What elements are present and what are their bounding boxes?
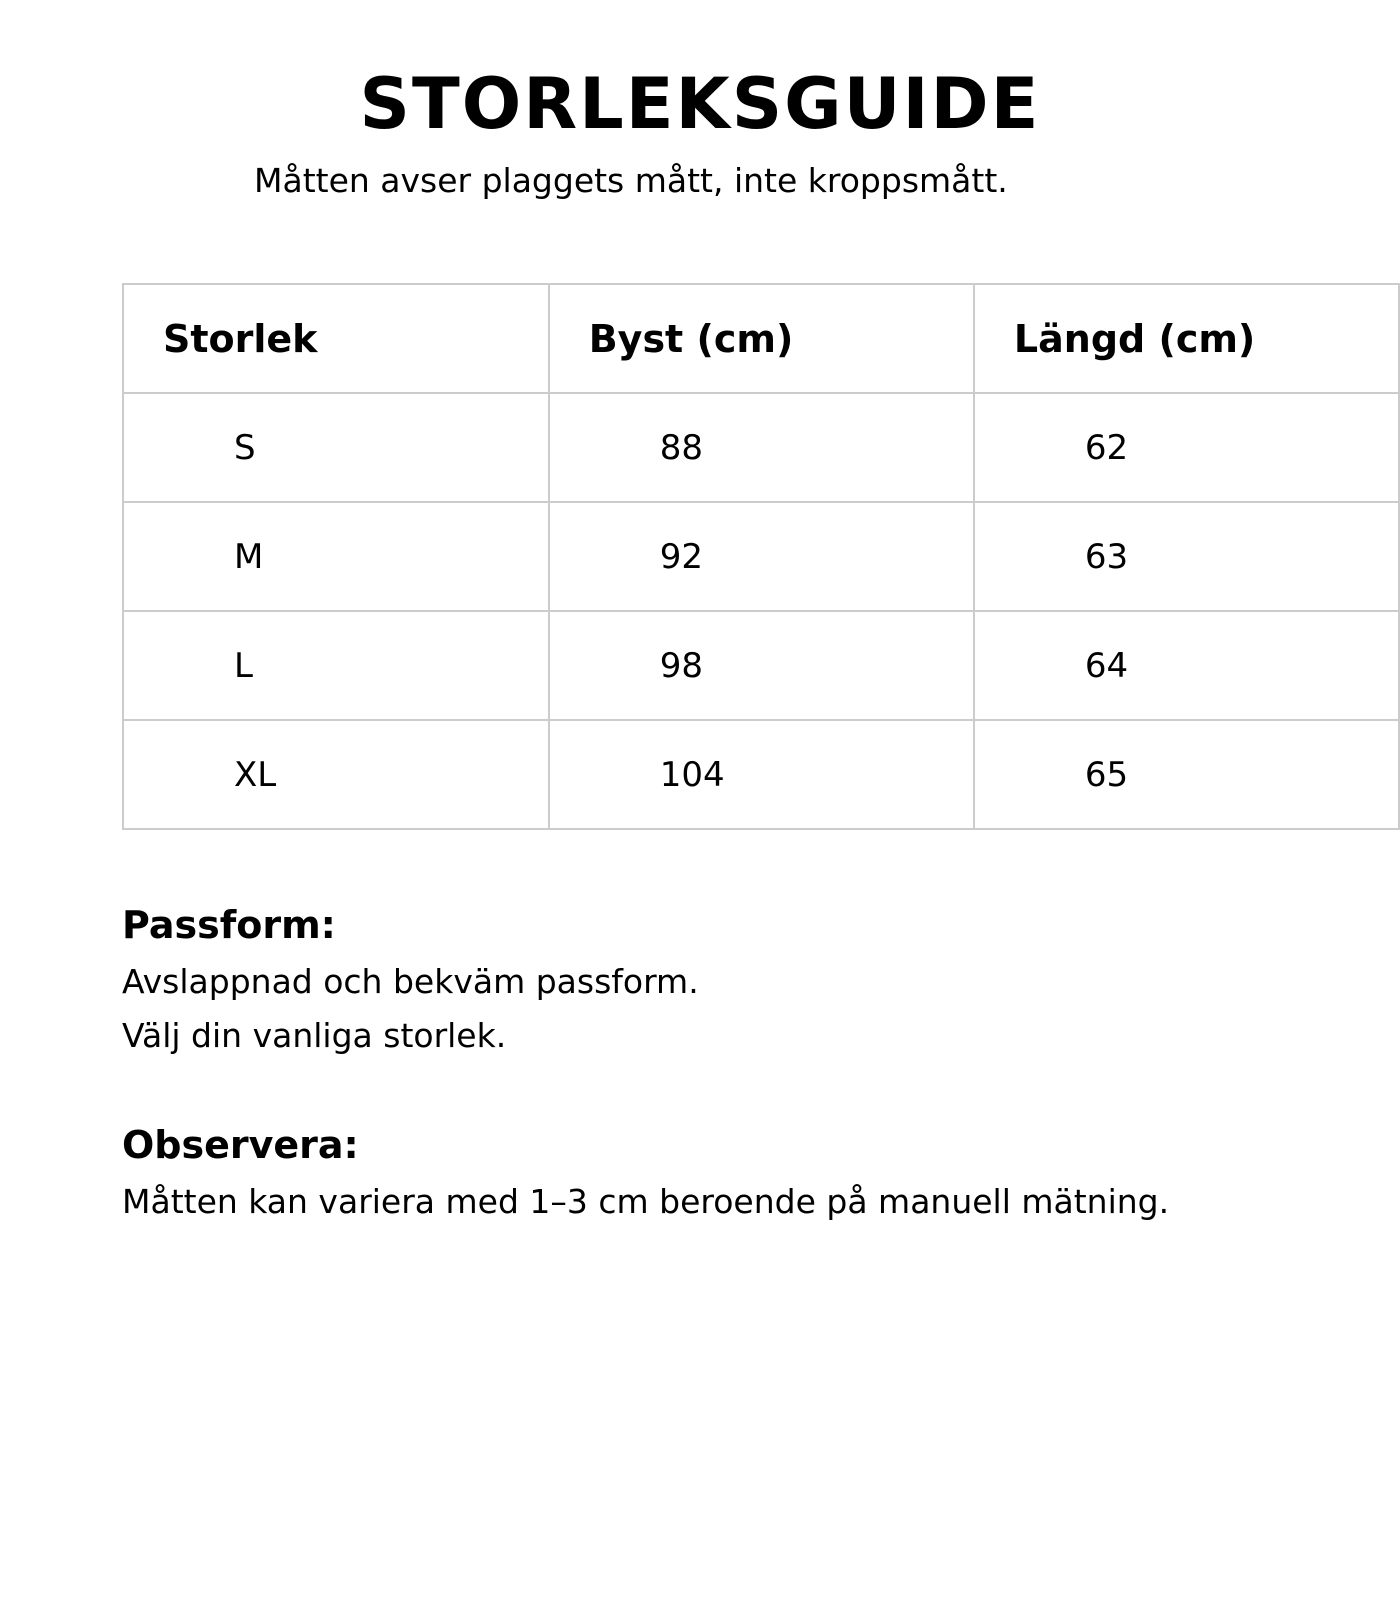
fit-heading: Passform:: [122, 903, 336, 947]
cell-size: S: [123, 393, 549, 502]
cell-bust: 104: [549, 720, 974, 829]
column-header-bust: Byst (cm): [549, 284, 974, 393]
cell-length: 62: [974, 393, 1399, 502]
cell-length: 65: [974, 720, 1399, 829]
cell-size: XL: [123, 720, 549, 829]
fit-line: Välj din vanliga storlek.: [122, 1016, 507, 1055]
table-row: [123, 393, 1399, 502]
table-row: [123, 611, 1399, 720]
table-row: [123, 502, 1399, 611]
cell-bust: 88: [549, 393, 974, 502]
page-title: STORLEKSGUIDE: [359, 63, 1041, 145]
cell-size: L: [123, 611, 549, 720]
cell-length: 63: [974, 502, 1399, 611]
cell-length: 64: [974, 611, 1399, 720]
cell-size: M: [123, 502, 549, 611]
column-header-length: Längd (cm): [974, 284, 1399, 393]
table-header-row: [123, 284, 1399, 393]
cell-bust: 98: [549, 611, 974, 720]
page-subtitle: Måtten avser plaggets mått, inte kroppsmått.: [254, 161, 1008, 200]
fit-line: Avslappnad och bekväm passform.: [122, 962, 699, 1001]
cell-bust: 92: [549, 502, 974, 611]
table-row: [123, 720, 1399, 829]
note-heading: Observera:: [122, 1123, 359, 1167]
size-table: [122, 283, 1400, 830]
note-line: Måtten kan variera med 1–3 cm beroende på manuell mätning.: [122, 1182, 1170, 1221]
column-header-size: Storlek: [123, 284, 549, 393]
